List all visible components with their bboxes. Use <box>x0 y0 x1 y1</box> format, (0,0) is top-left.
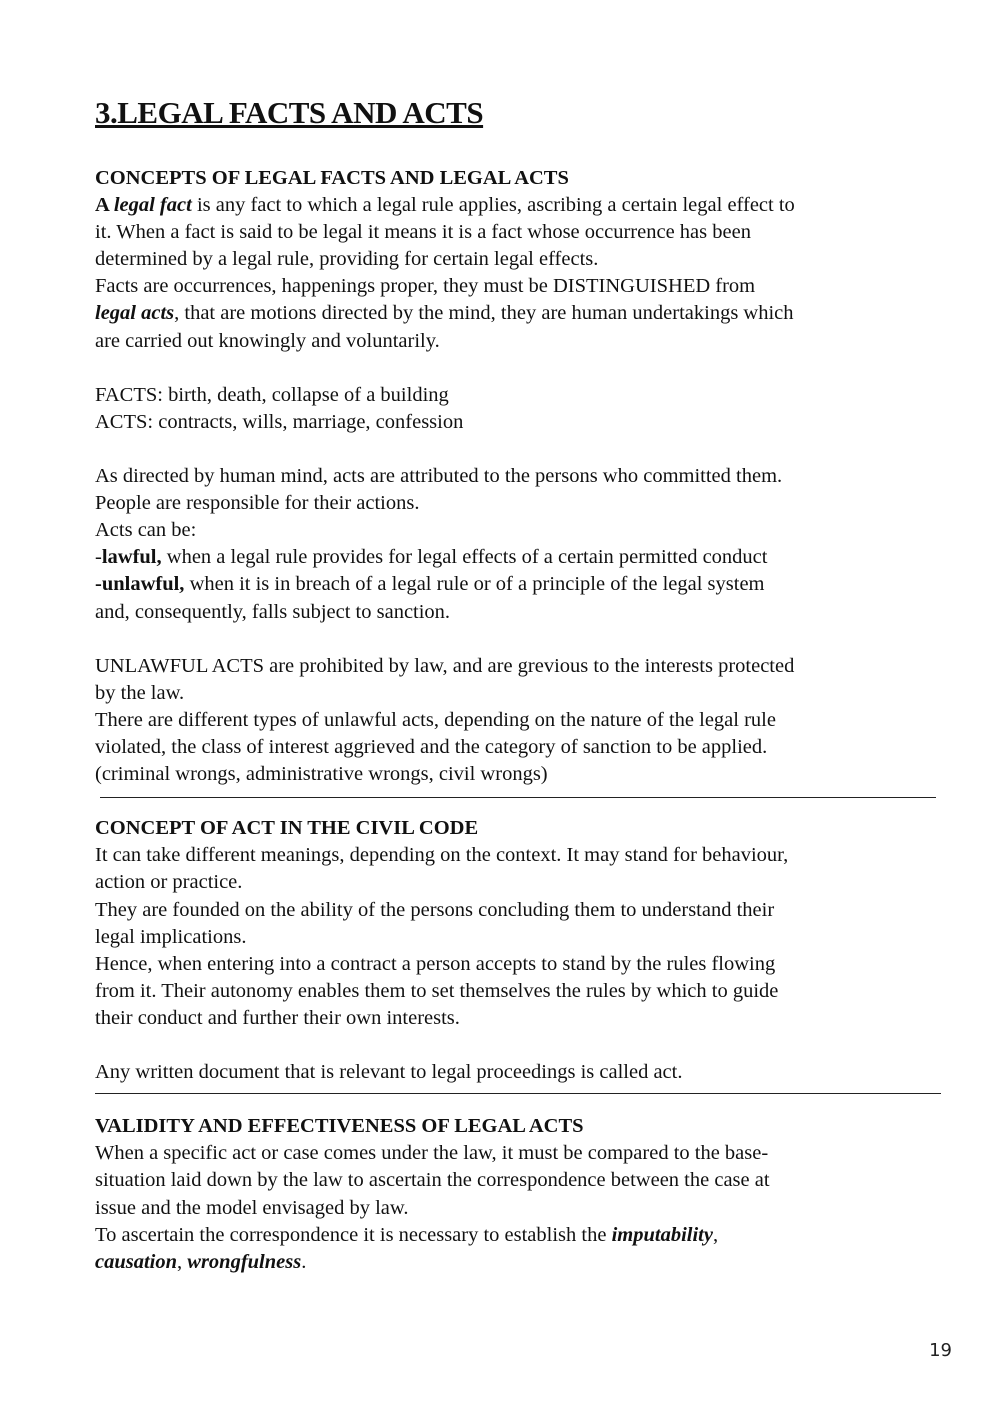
term-wrongfulness: wrongfulness <box>187 1250 302 1273</box>
line-text: is any fact to which a legal rule applies, ascribing a certain legal effect to <box>191 194 795 217</box>
line-text: To ascertain the correspondence it is necessary to establish the <box>95 1223 612 1246</box>
paragraph-line: by the law. <box>95 681 185 704</box>
list-dash: - <box>95 546 102 569</box>
comma: , <box>712 1223 719 1246</box>
line-text: when it is in breach of a legal rule or of a principle of the legal system <box>184 573 765 596</box>
paragraph-line: it. When a fact is said to be legal it means it is a fact whose occurrence has been <box>95 221 751 244</box>
section-heading-validity: VALIDITY AND EFFECTIVENESS OF LEGAL ACTS <box>95 1115 584 1138</box>
paragraph-spacer <box>95 788 940 815</box>
paragraph-line: action or practice. <box>95 871 243 894</box>
paragraph-line: As directed by human mind, acts are attributed to the persons who committed them. <box>95 465 783 488</box>
term-causation: causation <box>95 1250 178 1273</box>
paragraph-spacer <box>95 1086 940 1113</box>
paragraph-line: UNLAWFUL ACTS are prohibited by law, and are grevious to the interests protected <box>95 654 795 677</box>
term-imputability: imputability <box>611 1223 713 1246</box>
paragraph-spacer <box>95 436 940 463</box>
paragraph-line: When a specific act or case comes under the law, it must be compared to the base- <box>95 1142 769 1165</box>
paragraph-line: (criminal wrongs, administrative wrongs, civil wrongs) <box>95 763 548 786</box>
horizontal-divider <box>95 1093 941 1094</box>
paragraph-line: Any written document that is relevant to legal proceedings is called act. <box>95 1061 683 1084</box>
term-unlawful: -unlawful, <box>95 573 185 596</box>
line-text: , that are motions directed by the mind, they are human undertakings which <box>174 302 794 325</box>
paragraph-spacer <box>95 355 940 382</box>
paragraph-line: violated, the class of interest aggrieved and the category of sanction to be applied. <box>95 735 768 758</box>
paragraph-line <box>95 1249 940 1276</box>
paragraph-line: situation laid down by the law to ascertain the correspondence between the case at <box>95 1169 770 1192</box>
list-item-unlawful <box>95 571 940 598</box>
paragraph-line: their conduct and further their own interests. <box>95 1006 460 1029</box>
paragraph-line: It can take different meanings, depending on the context. It may stand for behaviour, <box>95 844 789 867</box>
paragraph-line <box>95 192 940 219</box>
page-number: 19 <box>929 1340 952 1361</box>
paragraph-spacer <box>95 626 940 653</box>
paragraph-line: legal implications. <box>95 925 247 948</box>
facts-examples: FACTS: birth, death, collapse of a building <box>95 383 449 406</box>
paragraph-line: Facts are occurrences, happenings proper, they must be DISTINGUISHED from <box>95 275 756 298</box>
term-legal-fact: legal fact <box>113 194 192 217</box>
paragraph-line: People are responsible for their actions. <box>95 492 420 515</box>
paragraph-line: There are different types of unlawful acts, depending on the nature of the legal rule <box>95 708 776 731</box>
paragraph-line: issue and the model envisaged by law. <box>95 1196 409 1219</box>
paragraph-line: determined by a legal rule, providing for certain legal effects. <box>95 248 599 271</box>
page-title: 3.LEGAL FACTS AND ACTS <box>95 95 484 130</box>
paragraph-line: Acts can be: <box>95 519 197 542</box>
paragraph-line <box>95 1222 940 1249</box>
term-lawful: lawful, <box>101 546 162 569</box>
paragraph-line: and, consequently, falls subject to sanction. <box>95 600 451 623</box>
section-heading-civil-code: CONCEPT OF ACT IN THE CIVIL CODE <box>95 817 479 840</box>
list-item-lawful <box>95 544 940 571</box>
paragraph-line: are carried out knowingly and voluntarily. <box>95 329 440 352</box>
acts-examples: ACTS: contracts, wills, marriage, confession <box>95 410 464 433</box>
article-word: A <box>95 194 114 217</box>
line-text: when a legal rule provides for legal effects of a certain permitted conduct <box>161 546 768 569</box>
paragraph-line: from it. Their autonomy enables them to set themselves the rules by which to guide <box>95 979 779 1002</box>
paragraph-line: They are founded on the ability of the persons concluding them to understand their <box>95 898 775 921</box>
page-body <box>95 165 940 1276</box>
period: . <box>301 1250 307 1273</box>
paragraph-line: Hence, when entering into a contract a person accepts to stand by the rules flowing <box>95 952 776 975</box>
section-heading-concepts: CONCEPTS OF LEGAL FACTS AND LEGAL ACTS <box>95 167 569 189</box>
paragraph-spacer <box>95 1032 940 1059</box>
horizontal-divider <box>100 797 936 798</box>
comma: , <box>177 1250 188 1273</box>
paragraph-line <box>95 300 940 327</box>
term-legal-acts: legal acts <box>95 302 175 325</box>
